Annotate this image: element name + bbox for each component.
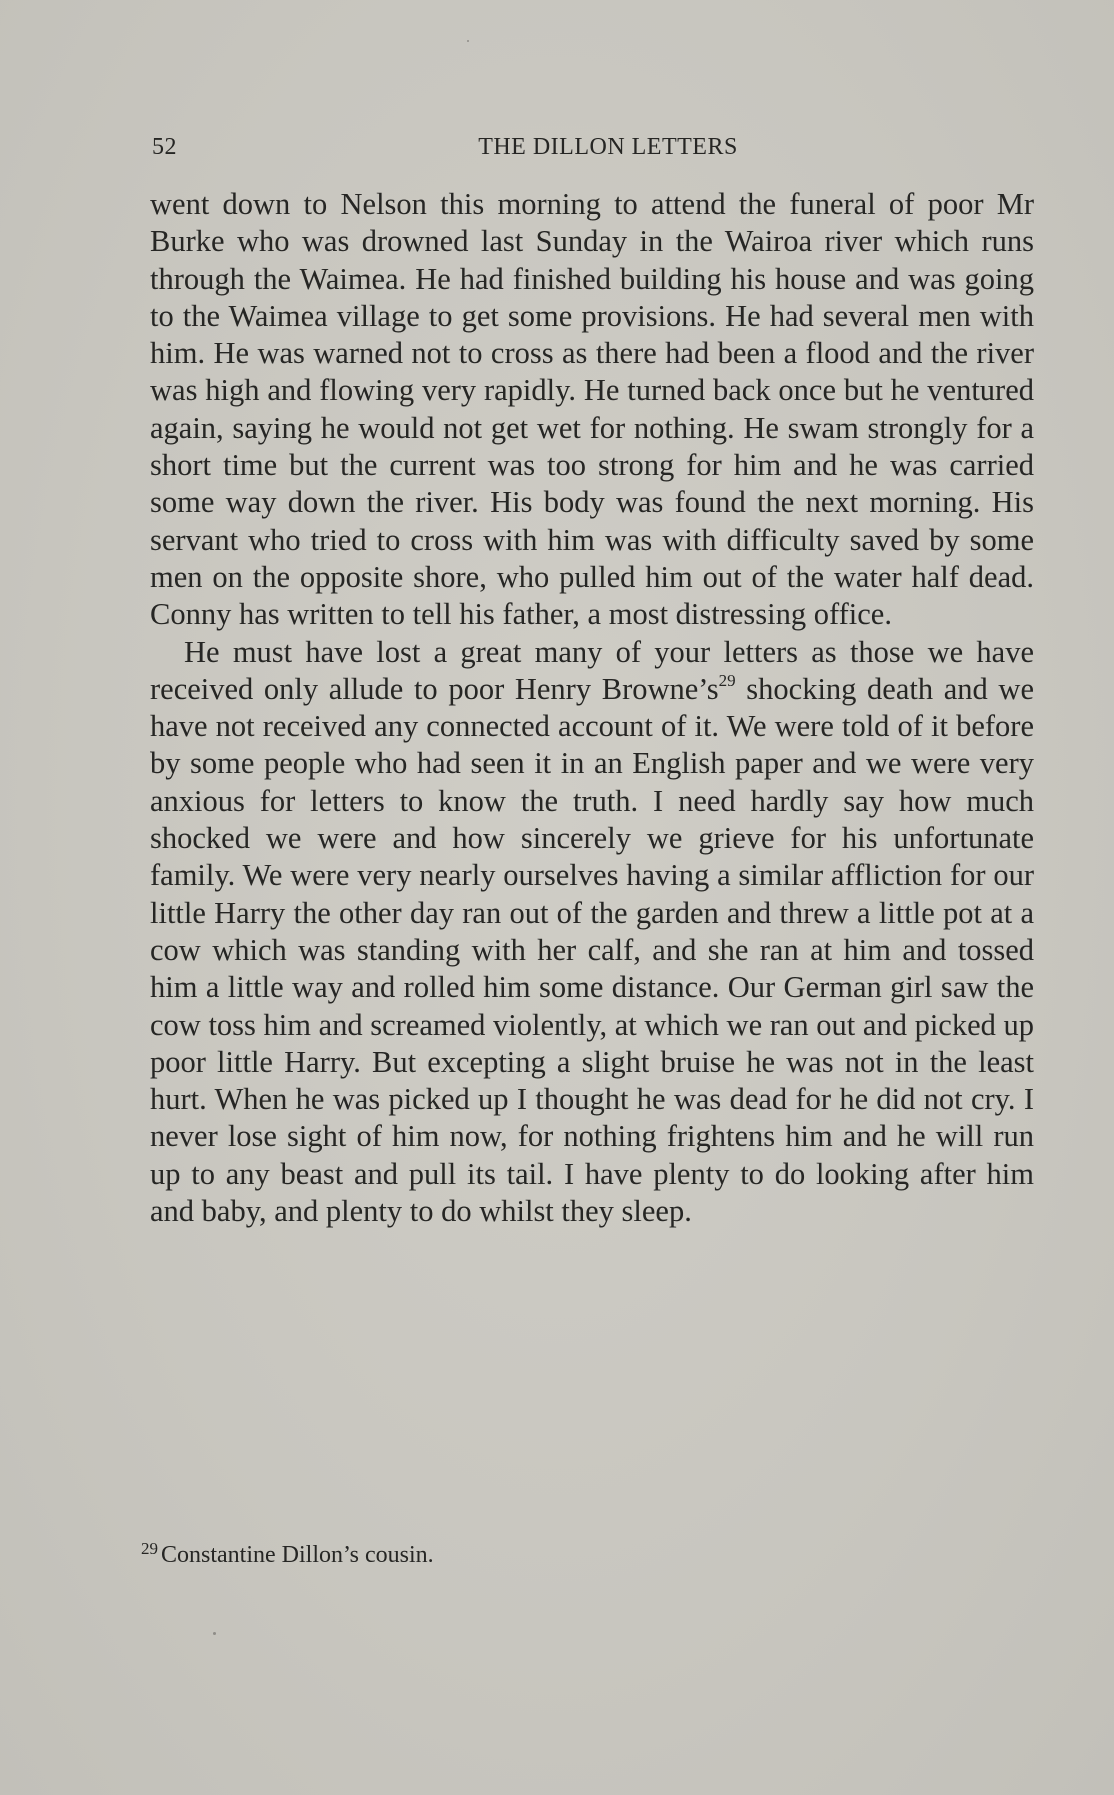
page-header: [152, 134, 1032, 170]
paragraph-2: [150, 634, 1034, 1231]
paragraph-1: [150, 186, 1034, 634]
footnote-number: 29: [141, 1539, 158, 1558]
paper-speck: [213, 1632, 216, 1635]
running-title: THE DILLON LETTERS: [478, 134, 738, 160]
paper-speck: [467, 40, 469, 42]
paragraph-2-text-end: shocking death and we have not received any connected account of it. We were told of it before by some people who had seen it in an English paper and we were very anxious for letters to know the truth. I need hardly say how much shocked we were and how sincerely we grieve for his unfortunate family. We were very nearly ourselves having a similar affliction for our little Harry the other day ran out of the garden and threw a little pot at a cow which was standing with her calf, and she ran at him and tossed him a little way and rolled him some distance. Our German girl saw the cow toss him and screamed violently, at which we ran out and picked up poor little Harry. But excepting a slight bruise he was not in the least hurt. When he was picked up I thought he was dead for he did not cry. I never lose sight of him now, for nothing frightens him and he will run up to any beast and pull its tail. I have plenty to do looking after him and baby, and plenty to do whilst they sleep.: [150, 671, 1034, 1229]
footnote-reference: 29: [718, 670, 736, 690]
page-number: 52: [152, 134, 177, 160]
paragraph-2-text-start: He must have lost a great many of your letters as those we have received only allude to poor Henry Browne’s: [150, 634, 1034, 706]
footnote: [141, 1534, 1021, 1570]
footnote-text: Constantine Dillon’s cousin.: [161, 1542, 434, 1568]
paragraph-1-text: went down to Nelson this morning to attend the funeral of poor Mr Burke who was drowned last Sunday in the Wairoa river which runs through the Waimea. He had finished building his house and was going to the Waimea village to get some provisions. He had several men with him. He was warned not to cross as there had been a flood and the river was high and flowing very rapidly. He turned back once but he ventured again, saying he would not get wet for nothing. He swam strongly for a short time but the current was too strong for him and he was carried some way down the river. His body was found the next morning. His servant who tried to cross with him was with difficulty saved by some men on the opposite shore, who pulled him out of the water half dead. Conny has written to tell his father, a most distressing office.: [150, 187, 1034, 632]
body-text: [150, 186, 1034, 1230]
